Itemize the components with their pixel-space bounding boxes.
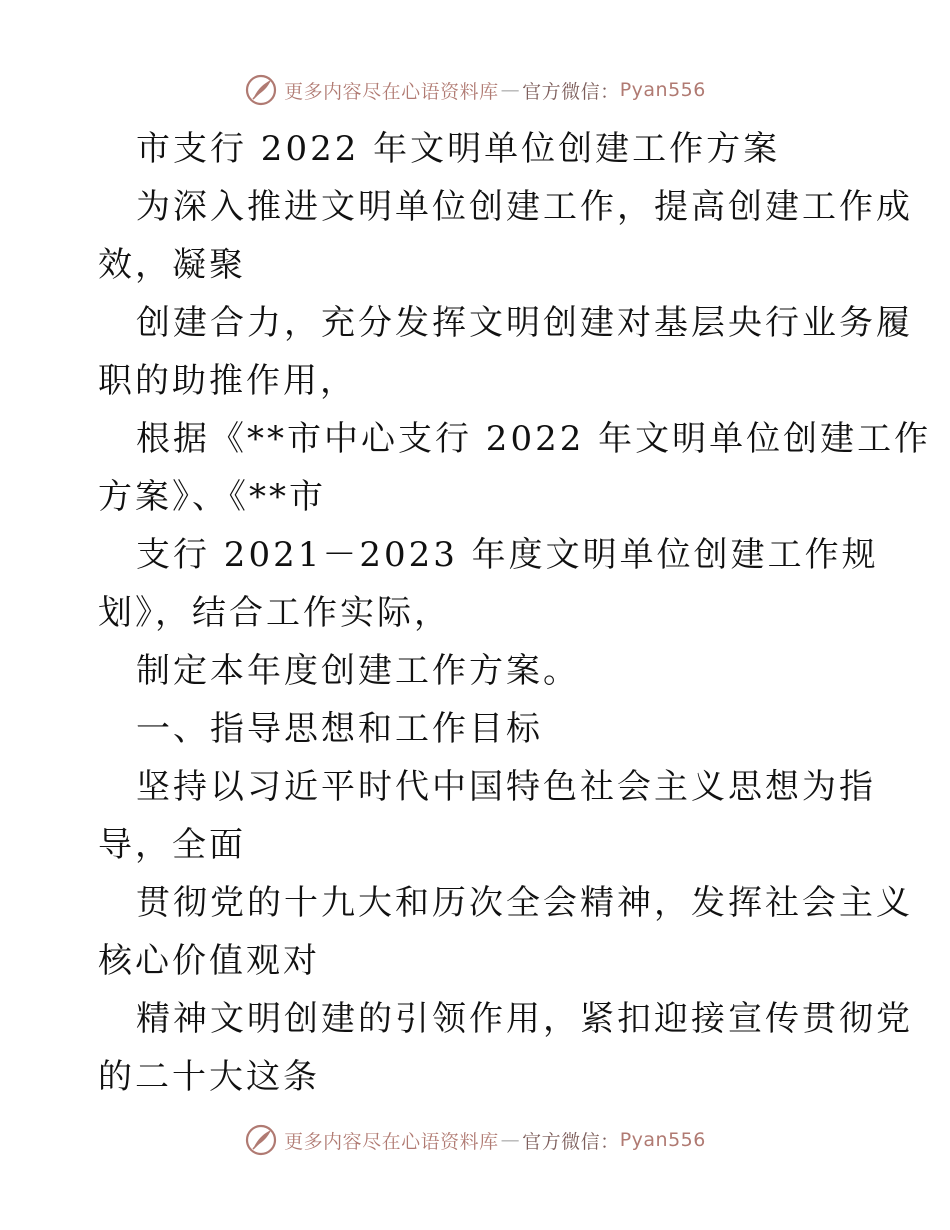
doc-line: 坚持以习近平时代中国特色社会主义思想为指 [136,767,876,807]
doc-line: 根据《**市中心支行 2022 年文明单位创建工作 [136,419,932,459]
doc-line: 导，全面 [98,825,246,865]
watermark-wechat-id: Pyan556 [619,1129,706,1151]
doc-line: 为深入推进文明单位创建工作，提高创建工作成 [136,187,913,227]
doc-line: 划》，结合工作实际， [98,593,451,633]
watermark-separator: — [500,79,521,101]
doc-line: 核心价值观对 [98,941,320,981]
doc-line: 职的助推作用， [98,361,357,401]
watermark-wechat-id: Pyan556 [619,79,706,101]
doc-line: 创建合力，充分发挥文明创建对基层央行业务履 [136,303,913,343]
watermark-wechat-label: 官方微信： [522,80,620,103]
watermark-site-text: 更多内容尽在心语资料库 [284,1130,499,1153]
watermark-wechat-label: 官方微信： [522,1130,620,1153]
watermark-site-text: 更多内容尽在心语资料库 [284,80,499,103]
doc-line: 的二十大这条 [98,1057,320,1097]
doc-line: 制定本年度创建工作方案。 [136,651,580,691]
footer-watermark [0,1120,950,1160]
doc-line: 方案》、《**市 [98,477,326,517]
document-body [98,120,932,1106]
doc-line: 一、指导思想和工作目标 [136,709,543,749]
doc-line: 支行 2021－2023 年度文明单位创建工作规 [136,535,879,575]
watermark-separator: — [500,1129,521,1151]
doc-line: 贯彻党的十九大和历次全会精神，发挥社会主义 [136,883,913,923]
doc-line: 精神文明创建的引领作用，紧扣迎接宣传贯彻党 [136,999,913,1039]
doc-line: 效，凝聚 [98,245,246,285]
feather-pen-logo-icon [244,73,278,107]
doc-line: 市支行 2022 年文明单位创建工作方案 [136,129,781,169]
feather-pen-logo-icon [244,1123,278,1157]
header-watermark [0,70,950,110]
